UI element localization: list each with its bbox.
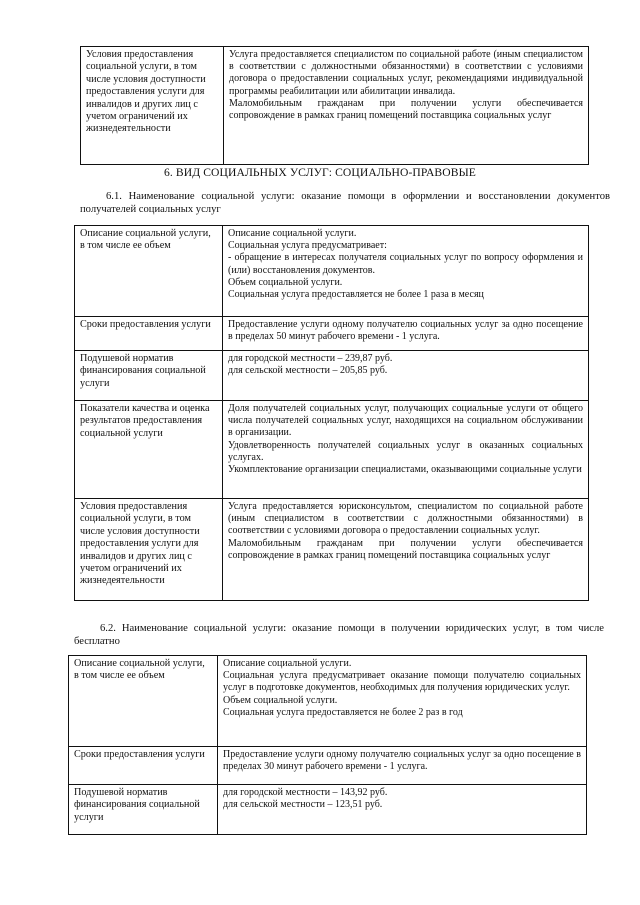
table-row [75, 499, 589, 601]
value-line: Социальная услуга предусматривает: [228, 240, 387, 252]
value-line: Предоставление услуги одному получателю социальных услуг за одно посещение в пределах 50 минут рабочего времени - 1 услуга. [228, 319, 583, 343]
row-value [218, 656, 587, 747]
row-value [218, 747, 587, 785]
row-label: Сроки предоставления услуги [75, 317, 223, 351]
value-line: Укомплектование организации специалистами, оказывающими социальные услуги [228, 464, 582, 476]
table-row [69, 747, 587, 785]
value-line: Доля получателей социальных услуг, получающих социальные услуги от общего числа получателей социальных услуг, находящихся на социальном обслуживании в организации. [228, 403, 583, 439]
row-label: Описание социальной услуги, в том числе ее объем [75, 226, 223, 317]
value-line: Социальная услуга предоставляется не более 1 раза в месяц [228, 289, 484, 301]
row-label: Условия предоставления социальной услуги, в том числе условия доступности предоставления услуги для инвалидов и других лиц с учетом ограничений их жизнедеятельности [81, 47, 224, 165]
row-value [223, 317, 589, 351]
row-value [218, 785, 587, 835]
row-value [223, 351, 589, 401]
table-row [69, 785, 587, 835]
row-label: Подушевой норматив финансирования социальной услуги [75, 351, 223, 401]
value-line: для сельской местности – 205,85 руб. [228, 365, 388, 377]
service-table-6-1 [74, 225, 589, 601]
value-line: Удовлетворенность получателей социальных услуг в оказанных социальных услугах. [228, 439, 583, 463]
value-line: Услуга предоставляется юрисконсультом, специалистом по социальной работе (иным специалистом в соответствии с должностными обязанностями) в соответствии с условиями договора о предоставлении социальных услуг. [228, 501, 583, 537]
value-line: - обращение в интересах получателя социальных услуг по вопросу оформления и (или) восстановления документов. [228, 252, 583, 276]
value-line: для городской местности – 143,92 руб. [223, 787, 388, 798]
row-label: Сроки предоставления услуги [69, 747, 218, 785]
value-line: Объем социальной услуги. [223, 694, 338, 706]
service-table-6-2 [68, 655, 587, 835]
table-row [75, 226, 589, 317]
value-line: Услуга предоставляется специалистом по социальной работе (иным специалистом в соответствии с должностными обязанностями) в соответствии с условиями договора о предоставлении социальных услуг, рекомендациями индивидуальной программы реабилитации или абилитации инвалида. [229, 49, 583, 97]
value-line: Описание социальной услуги. [228, 228, 357, 239]
table-row [75, 401, 589, 499]
service-title-6-2: 6.2. Наименование социальной услуги: оказание помощи в получении юридических услуг, в том числе бесплатно [74, 623, 604, 647]
row-label: Условия предоставления социальной услуги, в том числе условия доступности предоставления услуги для инвалидов и других лиц с учетом ограничений их жизнедеятельности [75, 499, 223, 601]
service-title-6-1: 6.1. Наименование социальной услуги: оказание помощи в оформлении и восстановлении документов получателей социальных услуг [80, 191, 610, 215]
top-conditions-table [80, 46, 589, 165]
section-heading: 6. ВИД СОЦИАЛЬНЫХ УСЛУГ: СОЦИАЛЬНО-ПРАВОВЫЕ [164, 166, 476, 179]
row-label: Показатели качества и оценка результатов предоставления социальной услуги [75, 401, 223, 499]
row-label: Подушевой норматив финансирования социальной услуги [69, 785, 218, 835]
value-line: Маломобильным гражданам при получении услуги обеспечивается сопровождение в рамках границ помещений поставщика социальных услуг [228, 537, 583, 561]
value-line: Социальная услуга предусматривает оказание помощи получателю социальных услуг в подготовке документов, необходимых для получения юридических услуг. [223, 670, 581, 694]
table-row [81, 47, 589, 165]
value-line: Объем социальной услуги. [228, 276, 343, 288]
value-line: Социальная услуга предоставляется не более 2 раз в год [223, 706, 463, 718]
value-line: Маломобильным гражданам при получении услуги обеспечивается сопровождение в рамках границ помещений поставщика социальных услуг [229, 97, 583, 122]
value-line: для сельской местности – 123,51 руб. [223, 799, 383, 811]
row-value [223, 401, 589, 499]
value-line: Предоставление услуги одному получателю социальных услуг за одно посещение в пределах 30 минут рабочего времени - 1 услуга. [223, 749, 581, 773]
row-value [223, 499, 589, 601]
table-row [75, 351, 589, 401]
row-value [224, 47, 589, 165]
row-value [223, 226, 589, 317]
row-label: Описание социальной услуги, в том числе ее объем [69, 656, 218, 747]
value-line: Описание социальной услуги. [223, 658, 352, 669]
table-row [75, 317, 589, 351]
table-row [69, 656, 587, 747]
value-line: для городской местности – 239,87 руб. [228, 353, 393, 364]
